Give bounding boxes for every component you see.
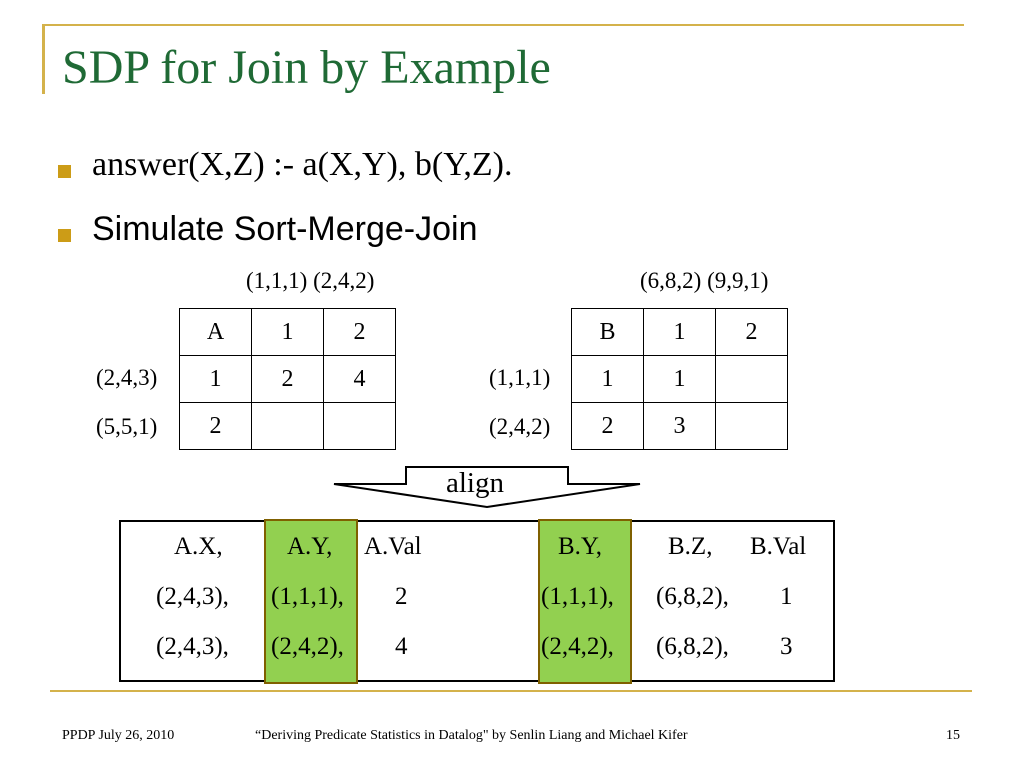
frame-left-line	[42, 24, 45, 94]
table-row	[572, 356, 788, 403]
table-cell: 2	[716, 309, 788, 356]
result-cell: (2,4,2),	[271, 633, 344, 660]
table-cell: B	[572, 309, 644, 356]
table-cell: A	[180, 309, 252, 356]
result-cell: 3	[780, 633, 793, 660]
table-cell: 1	[252, 309, 324, 356]
result-cell: 2	[395, 583, 408, 610]
result-header-ay: A.Y,	[287, 533, 333, 560]
table-cell: 2	[324, 309, 396, 356]
result-header-ax: A.X,	[174, 533, 223, 560]
table-b-row-label: (2,4,2)	[489, 414, 551, 439]
table-cell	[324, 403, 396, 450]
table-cell: 1	[572, 356, 644, 403]
table-a-top-label: (1,1,1) (2,4,2)	[246, 268, 375, 293]
footer-citation: “Deriving Predicate Statistics in Datalog" by Senlin Liang and Michael Kifer	[255, 728, 688, 743]
frame-bottom-line	[50, 690, 972, 692]
table-cell: 1	[180, 356, 252, 403]
table-cell	[716, 403, 788, 450]
table-cell	[252, 403, 324, 450]
result-cell: (6,8,2),	[656, 583, 729, 610]
slide-title: SDP for Join by Example	[62, 41, 551, 94]
result-cell: (6,8,2),	[656, 633, 729, 660]
result-cell: (2,4,3),	[156, 583, 229, 610]
table-row	[572, 403, 788, 450]
footer-page-number: 15	[946, 728, 960, 743]
bullet-simulate: Simulate Sort-Merge-Join	[92, 210, 478, 248]
table-b-row-label: (1,1,1)	[489, 365, 551, 390]
result-cell: 1	[780, 583, 793, 610]
table-b	[571, 308, 788, 450]
result-cell: (2,4,2),	[541, 633, 614, 660]
bullet-rule: answer(X,Z) :- a(X,Y), b(Y,Z).	[92, 146, 513, 183]
result-header-bval: B.Val	[750, 533, 807, 560]
result-cell: (2,4,3),	[156, 633, 229, 660]
result-header-bz: B.Z,	[668, 533, 713, 560]
table-cell: 1	[644, 309, 716, 356]
table-cell: 2	[572, 403, 644, 450]
table-row	[180, 356, 396, 403]
result-header-aval: A.Val	[364, 533, 422, 560]
table-a	[179, 308, 396, 450]
result-cell: (1,1,1),	[541, 583, 614, 610]
square-bullet-icon	[58, 165, 71, 178]
footer-conference: PPDP July 26, 2010	[62, 728, 175, 743]
square-bullet-icon	[58, 229, 71, 242]
align-label: align	[446, 467, 504, 499]
table-cell: 2	[252, 356, 324, 403]
table-a-row-label: (5,5,1)	[96, 414, 158, 439]
table-a-row-label: (2,4,3)	[96, 365, 158, 390]
table-row	[180, 403, 396, 450]
table-row	[572, 309, 788, 356]
table-cell: 4	[324, 356, 396, 403]
table-cell: 1	[644, 356, 716, 403]
result-cell: (1,1,1),	[271, 583, 344, 610]
result-header-by: B.Y,	[558, 533, 603, 560]
result-cell: 4	[395, 633, 408, 660]
table-cell: 2	[180, 403, 252, 450]
table-cell	[716, 356, 788, 403]
table-row	[180, 309, 396, 356]
frame-top-line	[42, 24, 964, 26]
table-b-top-label: (6,8,2) (9,9,1)	[640, 268, 769, 293]
table-cell: 3	[644, 403, 716, 450]
